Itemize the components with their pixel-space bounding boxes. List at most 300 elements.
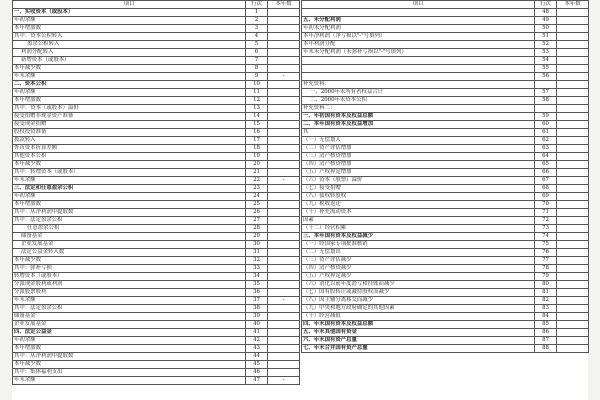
right-item-cell: 年初未分配利润 [302, 25, 535, 33]
left-item-cell: 本年增加数 [13, 345, 246, 353]
left-line-no-cell: 32 [246, 257, 268, 265]
right-header-line: 行次 [535, 1, 557, 9]
left-item-cell: 接受现金捐赠 [13, 121, 246, 129]
right-item-cell: （四）清产核资减少 [302, 265, 535, 273]
right-amount-cell [557, 273, 589, 281]
right-line-no-cell: 53 [535, 49, 557, 57]
left-item-cell: 储备基金 [13, 313, 246, 321]
table-row [302, 201, 589, 209]
right-amount-cell [557, 169, 589, 177]
table-row [13, 305, 300, 313]
right-amount-cell [557, 9, 589, 17]
right-amount-cell [557, 49, 589, 57]
right-amount-cell [557, 313, 589, 321]
left-item-cell: 三、法定和任意盈余公积 [13, 185, 246, 193]
left-line-no-cell: 25 [246, 201, 268, 209]
left-amount-cell [268, 161, 300, 169]
right-item-cell: （二）资产评估增加 [302, 145, 535, 153]
left-line-no-cell: 44 [246, 353, 268, 361]
left-line-no-cell: 41 [246, 329, 268, 337]
right-header-amount: 本年数 [557, 1, 589, 9]
table-row [302, 17, 589, 25]
left-line-no-cell: 34 [246, 273, 268, 281]
right-amount-cell [557, 281, 589, 289]
right-line-no-cell: 55 [535, 65, 557, 73]
right-line-no-cell: 87 [535, 337, 557, 345]
right-line-no-cell: 70 [535, 201, 557, 209]
right-line-no-cell: 66 [535, 169, 557, 177]
table-row [13, 185, 300, 193]
right-item-cell: （三）资产评估减少 [302, 257, 535, 265]
right-line-no-cell: 78 [535, 265, 557, 273]
left-amount-cell [268, 193, 300, 201]
right-line-no-cell [535, 81, 557, 89]
table-row [302, 41, 589, 49]
left-line-no-cell: 6 [246, 49, 268, 57]
table-row [13, 353, 300, 361]
right-item-cell: （十二）经营积累 [302, 225, 535, 233]
right-amount-cell [557, 105, 589, 113]
right-item-cell: （六）资本（股票）溢价 [302, 177, 535, 185]
right-amount-cell [557, 305, 589, 313]
right-amount-cell [557, 89, 589, 97]
left-item-cell: 外币资本折算差额 [13, 145, 246, 153]
table-row [13, 121, 300, 129]
left-amount-cell [268, 361, 300, 369]
right-line-no-cell: 69 [535, 193, 557, 201]
left-amount-cell [268, 153, 300, 161]
right-item-cell [302, 57, 535, 65]
right-amount-cell [557, 201, 589, 209]
left-line-no-cell: 24 [246, 193, 268, 201]
right-amount-cell [557, 297, 589, 305]
right-line-no-cell: 72 [535, 217, 557, 225]
left-amount-cell [268, 49, 300, 57]
table-row [13, 153, 300, 161]
right-amount-cell [557, 241, 589, 249]
left-line-no-cell: 14 [246, 113, 268, 121]
right-amount-cell [557, 97, 589, 105]
right-amount-cell [557, 121, 589, 129]
left-item-cell: 年初余额 [13, 193, 246, 201]
left-amount-cell [268, 25, 300, 33]
left-amount-cell [268, 113, 300, 121]
right-amount-cell [557, 233, 589, 241]
right-amount-cell [557, 249, 589, 257]
left-line-no-cell: 18 [246, 145, 268, 153]
right-amount-cell [557, 265, 589, 273]
left-amount-cell [268, 241, 300, 249]
table-row [13, 177, 300, 185]
left-amount-cell [268, 209, 300, 217]
table-row [13, 273, 300, 281]
right-line-no-cell: 65 [535, 161, 557, 169]
left-line-no-cell: 7 [246, 57, 268, 65]
table-row [13, 361, 300, 369]
table-row [302, 169, 589, 177]
table-row [302, 313, 589, 321]
right-item-cell: （十）经营减值 [302, 313, 535, 321]
table-row [13, 97, 300, 105]
left-amount-cell [268, 121, 300, 129]
left-amount-cell [268, 369, 300, 377]
left-item-cell: 其中：集体福利支出 [13, 369, 246, 377]
left-item-cell: 其中：弥补亏损 [13, 265, 246, 273]
table-row [302, 281, 589, 289]
table-row [13, 49, 300, 57]
left-item-cell: 分派现金股利或利润 [13, 281, 246, 289]
left-line-no-cell: 8 [246, 65, 268, 73]
table-row [13, 289, 300, 297]
left-amount-cell [268, 89, 300, 97]
right-amount-cell [557, 17, 589, 25]
left-amount-cell [268, 337, 300, 345]
right-item-cell: 其 [302, 129, 535, 137]
table-row [302, 321, 589, 329]
left-amount-cell [268, 105, 300, 113]
right-amount-cell [557, 289, 589, 297]
table-row [302, 305, 589, 313]
right-item-cell: （六）消化以前年度潜亏和挂账而减少 [302, 281, 535, 289]
right-item-cell: 四、年末国有资本及权益总额 [302, 321, 535, 329]
right-amount-cell [557, 113, 589, 121]
right-item-cell: 三、本年国有资本及权益减少 [302, 233, 535, 241]
left-amount-cell [268, 9, 300, 17]
right-item-cell: 补充资料： [302, 81, 535, 89]
right-amount-cell [557, 33, 589, 41]
table-row [13, 193, 300, 201]
left-amount-cell [268, 17, 300, 25]
table-row [13, 209, 300, 217]
table-row [13, 313, 300, 321]
left-line-no-cell: 35 [246, 281, 268, 289]
table-row [302, 193, 589, 201]
right-amount-cell [557, 129, 589, 137]
left-amount-cell [268, 273, 300, 281]
left-amount-cell [268, 249, 300, 257]
left-amount-cell: - [268, 297, 300, 305]
table-row [13, 105, 300, 113]
table-row [13, 137, 300, 145]
right-line-no-cell: 59 [535, 113, 557, 121]
table-row [13, 57, 300, 65]
left-amount-cell [268, 201, 300, 209]
left-line-no-cell: 1 [246, 9, 268, 17]
left-line-no-cell: 36 [246, 289, 268, 297]
right-item-cell: （七）国有股转让或减持股权而减少 [302, 289, 535, 297]
table-row [302, 265, 589, 273]
left-item-cell: 其中：法定盈余公积 [13, 305, 246, 313]
right-item-cell: （一）经国家专项批准核销 [302, 241, 535, 249]
left-amount-cell [268, 57, 300, 65]
left-item-cell: 年末余额 [13, 297, 246, 305]
left-line-no-cell: 43 [246, 345, 268, 353]
right-amount-cell [557, 65, 589, 73]
left-amount-cell [268, 305, 300, 313]
right-item-cell: 补充资料二： [302, 105, 535, 113]
right-header-item: 项目 [302, 1, 535, 9]
table-row [302, 153, 589, 161]
left-item-cell: 年末余额 [13, 377, 246, 385]
right-item-cell: （二）无偿划出 [302, 249, 535, 257]
table-row [302, 97, 589, 105]
table-row [13, 9, 300, 17]
left-line-no-cell: 26 [246, 209, 268, 217]
table-row [13, 257, 300, 265]
right-line-no-cell: 49 [535, 17, 557, 25]
left-item-cell: 利润分配转入 [13, 49, 246, 57]
table-row [302, 329, 589, 337]
left-amount-cell [268, 313, 300, 321]
right-amount-cell [557, 217, 589, 225]
left-item-cell: 新增资本（或股本） [13, 57, 246, 65]
left-item-cell: 其他资本公积 [13, 153, 246, 161]
left-line-no-cell: 45 [246, 361, 268, 369]
table-row [302, 113, 589, 121]
left-amount-cell [268, 345, 300, 353]
table-row [13, 321, 300, 329]
left-item-cell: 法定公益金转入数 [13, 249, 246, 257]
table-row [302, 217, 589, 225]
left-amount-cell [268, 169, 300, 177]
table-row [13, 129, 300, 137]
table-row [302, 49, 589, 57]
left-item-cell: 年末余额 [13, 177, 246, 185]
right-line-no-cell: 64 [535, 153, 557, 161]
right-amount-cell [557, 209, 589, 217]
right-item-cell: 五、年末其他国有资金 [302, 329, 535, 337]
left-line-no-cell: 37 [246, 297, 268, 305]
left-item-cell: 其中：资本（或股本）溢价 [13, 105, 246, 113]
table-row [302, 161, 589, 169]
table-row [302, 9, 589, 17]
right-item-cell: 七、年末合并国有资产总量 [302, 345, 535, 353]
left-line-no-cell: 12 [246, 97, 268, 105]
right-line-no-cell: 83 [535, 305, 557, 313]
right-amount-cell [557, 25, 589, 33]
left-item-cell: 股权投资准备 [13, 129, 246, 137]
right-item-cell: 一、年初国有资本及权益总额 [302, 113, 535, 121]
left-line-no-cell: 31 [246, 249, 268, 257]
table-row [302, 241, 589, 249]
right-line-no-cell: 76 [535, 249, 557, 257]
right-item-cell: （三）清产核资增加 [302, 153, 535, 161]
left-line-no-cell: 40 [246, 321, 268, 329]
left-line-no-cell: 15 [246, 121, 268, 129]
left-line-no-cell: 2 [246, 17, 268, 25]
right-item-cell [302, 73, 535, 81]
right-line-no-cell: 50 [535, 25, 557, 33]
left-amount-cell [268, 129, 300, 137]
left-amount-cell [268, 225, 300, 233]
table-row [13, 369, 300, 377]
left-item-cell: 其中：从净利润中提取数 [13, 209, 246, 217]
right-line-no-cell: 67 [535, 177, 557, 185]
right-item-cell: （五）产权界定减少 [302, 273, 535, 281]
right-amount-cell [557, 321, 589, 329]
table-row [13, 161, 300, 169]
left-item-cell: 其中：转增资本（或股本） [13, 169, 246, 177]
table-row [13, 337, 300, 345]
table-row [13, 233, 300, 241]
left-line-no-cell: 29 [246, 233, 268, 241]
right-line-no-cell: 54 [535, 57, 557, 65]
left-line-no-cell: 13 [246, 105, 268, 113]
table-row [302, 89, 589, 97]
right-amount-cell [557, 329, 589, 337]
left-item-cell: 企业发展基金 [13, 321, 246, 329]
left-item-cell: 年初余额 [13, 17, 246, 25]
left-item-cell: 转增资本（或股本） [13, 273, 246, 281]
left-item-cell: 盈余公积转入 [13, 41, 246, 49]
left-amount-cell [268, 321, 300, 329]
table-row [302, 137, 589, 145]
table-row [13, 281, 300, 289]
left-amount-cell [268, 217, 300, 225]
right-line-no-cell: 68 [535, 185, 557, 193]
left-item-cell: 其中：资本公积转入 [13, 33, 246, 41]
left-amount-cell [268, 329, 300, 337]
table-row [13, 377, 300, 385]
table-row [13, 145, 300, 153]
left-line-no-cell: 33 [246, 265, 268, 273]
table-row [302, 145, 589, 153]
right-line-no-cell: 79 [535, 273, 557, 281]
table-row [302, 257, 589, 265]
left-amount-cell [268, 185, 300, 193]
table-row [13, 249, 300, 257]
right-amount-cell [557, 161, 589, 169]
left-item-cell: 接受捐赠非现金资产准备 [13, 113, 246, 121]
table-row [13, 25, 300, 33]
table-row [13, 33, 300, 41]
right-amount-cell [557, 257, 589, 265]
right-line-no-cell: 48 [535, 9, 557, 17]
left-item-cell: 企业发展基金 [13, 241, 246, 249]
table-row [302, 297, 589, 305]
right-line-no-cell: 81 [535, 289, 557, 297]
left-item-cell: 本年减少数 [13, 257, 246, 265]
left-item-cell: 四、法定公益金 [13, 329, 246, 337]
left-item-cell: 任意盈余公积 [13, 225, 246, 233]
right-amount-cell [557, 193, 589, 201]
right-item-cell: 二、2000年末资本公积 [302, 97, 535, 105]
table-row [302, 225, 589, 233]
left-line-no-cell: 10 [246, 81, 268, 89]
right-line-no-cell: 57 [535, 89, 557, 97]
left-item-cell: 本年减少数 [13, 65, 246, 73]
right-line-no-cell: 63 [535, 145, 557, 153]
right-amount-cell [557, 337, 589, 345]
right-item-cell: （八）债权转股权 [302, 193, 535, 201]
table-row [302, 105, 589, 113]
right-item-cell: （四）清产核资增加 [302, 161, 535, 169]
right-amount-cell [557, 225, 589, 233]
table-row [302, 233, 589, 241]
left-line-no-cell: 17 [246, 137, 268, 145]
right-table [301, 0, 589, 353]
left-header-amount: 本年数 [268, 1, 300, 9]
left-item-cell: 其中：从净利润中提取数 [13, 353, 246, 361]
left-line-no-cell: 19 [246, 153, 268, 161]
right-line-no-cell: 74 [535, 233, 557, 241]
left-line-no-cell: 27 [246, 217, 268, 225]
right-line-no-cell: 51 [535, 33, 557, 41]
left-header-row [13, 1, 300, 9]
table-row [13, 81, 300, 89]
right-amount-cell [557, 57, 589, 65]
left-item-cell: 拨款转入 [13, 137, 246, 145]
table-row [13, 217, 300, 225]
table-row [302, 249, 589, 257]
right-line-no-cell: 52 [535, 41, 557, 49]
right-amount-cell [557, 81, 589, 89]
table-row [13, 265, 300, 273]
left-table [12, 0, 300, 385]
right-line-no-cell [535, 105, 557, 113]
left-line-no-cell: 46 [246, 369, 268, 377]
right-line-no-cell: 80 [535, 281, 557, 289]
left-line-no-cell: 21 [246, 169, 268, 177]
left-line-no-cell: 42 [246, 337, 268, 345]
left-line-no-cell: 39 [246, 313, 268, 321]
left-amount-cell [268, 97, 300, 105]
table-row [302, 73, 589, 81]
right-line-no-cell: 73 [535, 225, 557, 233]
table-row [302, 345, 589, 353]
right-line-no-cell: 61 [535, 129, 557, 137]
left-line-no-cell: 3 [246, 25, 268, 33]
table-row [13, 169, 300, 177]
right-line-no-cell: 82 [535, 297, 557, 305]
right-item-cell: 六、年末国有资产总量 [302, 337, 535, 345]
right-amount-cell [557, 145, 589, 153]
table-row [13, 41, 300, 49]
right-line-no-cell: 56 [535, 73, 557, 81]
right-item-cell: 本年利润分配 [302, 41, 535, 49]
table-row [302, 65, 589, 73]
right-item-cell: 本年净利润（净亏损以"-"号填列） [302, 33, 535, 41]
right-line-no-cell: 60 [535, 121, 557, 129]
left-item-cell: 年初余额 [13, 89, 246, 97]
left-header-line: 行次 [246, 1, 268, 9]
table-row [302, 25, 589, 33]
right-line-no-cell: 86 [535, 329, 557, 337]
table-row [302, 209, 589, 217]
table-row [13, 73, 300, 81]
left-item-cell: 本年增加数 [13, 201, 246, 209]
left-amount-cell [268, 265, 300, 273]
table-row [302, 121, 589, 129]
table-row [13, 17, 300, 25]
left-line-no-cell: 4 [246, 33, 268, 41]
left-line-no-cell: 38 [246, 305, 268, 313]
right-amount-cell [557, 41, 589, 49]
left-amount-cell: - [268, 177, 300, 185]
left-item-cell: 本年增加数 [13, 97, 246, 105]
table-row [13, 225, 300, 233]
table-row [13, 113, 300, 121]
right-line-no-cell: 62 [535, 137, 557, 145]
right-item-cell: （七）接受捐赠 [302, 185, 535, 193]
table-row [302, 81, 589, 89]
left-line-no-cell: 5 [246, 41, 268, 49]
right-line-no-cell: 77 [535, 257, 557, 265]
left-line-no-cell: 28 [246, 225, 268, 233]
left-line-no-cell: 47 [246, 377, 268, 385]
left-item-cell: 分派股票股利 [13, 289, 246, 297]
left-line-no-cell: 9 [246, 73, 268, 81]
